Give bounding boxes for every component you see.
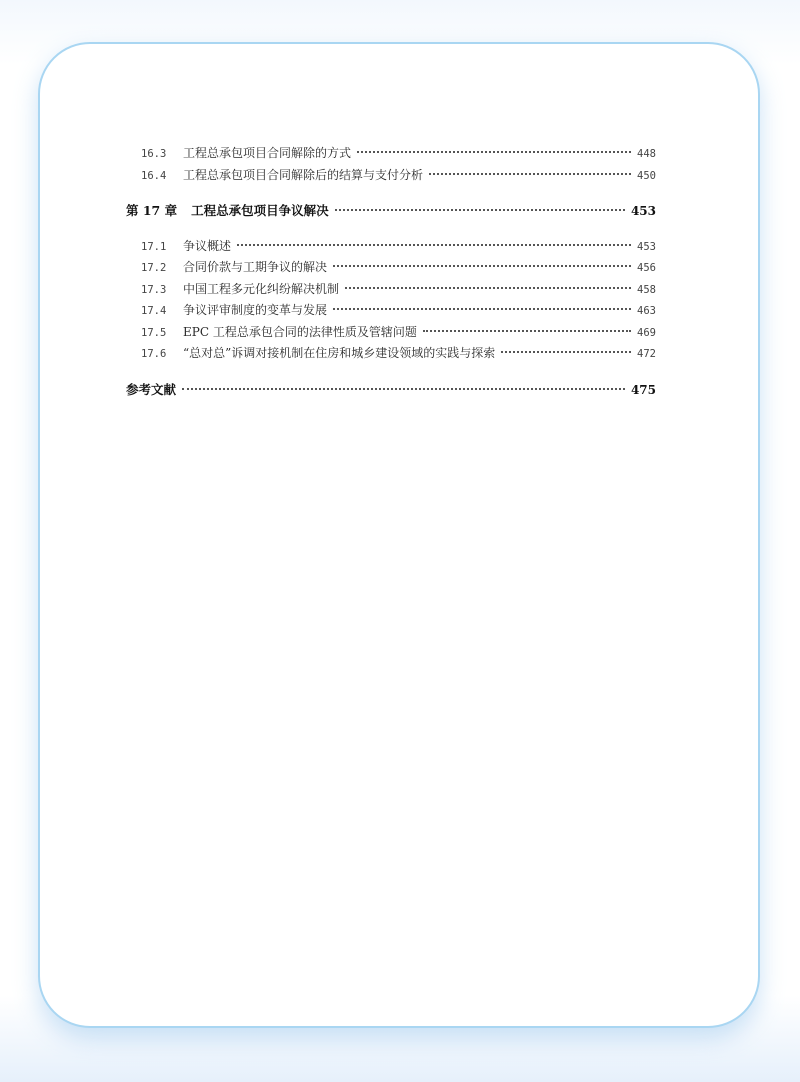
page-number: 472 xyxy=(637,348,656,360)
section-number: 17.3 xyxy=(141,283,167,296)
dot-leader xyxy=(333,265,631,267)
section-number: 16.4 xyxy=(141,169,167,182)
section-number: 17.4 xyxy=(141,305,167,317)
page-number: 469 xyxy=(637,326,656,339)
toc-entry-17-2[interactable] xyxy=(126,258,656,280)
toc-entry-17-3[interactable] xyxy=(126,280,656,302)
chapter-title: 工程总承包项目争议解决 xyxy=(191,203,329,218)
section-number: 17.6 xyxy=(141,348,167,360)
references-title: 参考文献 xyxy=(126,381,177,397)
section-number: 17.2 xyxy=(141,262,167,274)
section-number: 16.3 xyxy=(141,148,167,160)
spacer xyxy=(126,187,656,201)
toc-references[interactable] xyxy=(126,380,656,402)
section-title: 合同价款与工期争议的解决 xyxy=(183,260,328,274)
page-number: 458 xyxy=(637,283,656,296)
toc-entry-17-1[interactable] xyxy=(126,237,656,259)
dot-leader xyxy=(429,173,631,175)
section-title: “总对总”诉调对接机制在住房和城乡建设领域的实践与探索 xyxy=(183,346,496,360)
table-of-contents xyxy=(126,144,656,401)
toc-entry-17-6[interactable] xyxy=(126,344,656,366)
section-number: 17.5 xyxy=(141,326,167,339)
section-title: 争议概述 xyxy=(183,238,232,253)
toc-entry-16-3[interactable] xyxy=(126,144,656,166)
section-title: 争议评审制度的变革与发展 xyxy=(183,303,328,317)
page-number: 475 xyxy=(630,382,656,397)
dot-leader xyxy=(333,308,631,310)
dot-leader xyxy=(237,244,631,246)
toc-entry-17-4[interactable] xyxy=(126,301,656,323)
page-number: 456 xyxy=(637,262,656,274)
page-number: 453 xyxy=(630,204,656,218)
toc-entry-16-4[interactable] xyxy=(126,166,656,188)
page-number: 448 xyxy=(637,148,656,160)
spacer xyxy=(126,366,656,380)
chapter-number: 第 17 章 xyxy=(126,203,178,218)
dot-leader xyxy=(182,388,625,390)
page-number: 453 xyxy=(637,240,656,253)
toc-chapter-17[interactable] xyxy=(126,201,656,223)
section-number: 17.1 xyxy=(141,240,167,253)
section-title: EPC 工程总承包合同的法律性质及管辖问题 xyxy=(183,324,417,339)
section-title: 工程总承包项目合同解除后的结算与支付分析 xyxy=(183,167,424,182)
spacer xyxy=(126,223,656,237)
section-title: 工程总承包项目合同解除的方式 xyxy=(183,146,352,160)
page-number: 463 xyxy=(637,305,656,317)
page-number: 450 xyxy=(637,169,656,182)
dot-leader xyxy=(345,287,631,289)
section-title: 中国工程多元化纠纷解决机制 xyxy=(183,281,340,296)
dot-leader xyxy=(501,351,631,353)
dot-leader xyxy=(335,209,625,211)
dot-leader xyxy=(357,151,631,153)
dot-leader xyxy=(423,330,631,332)
toc-entry-17-5[interactable] xyxy=(126,323,656,345)
